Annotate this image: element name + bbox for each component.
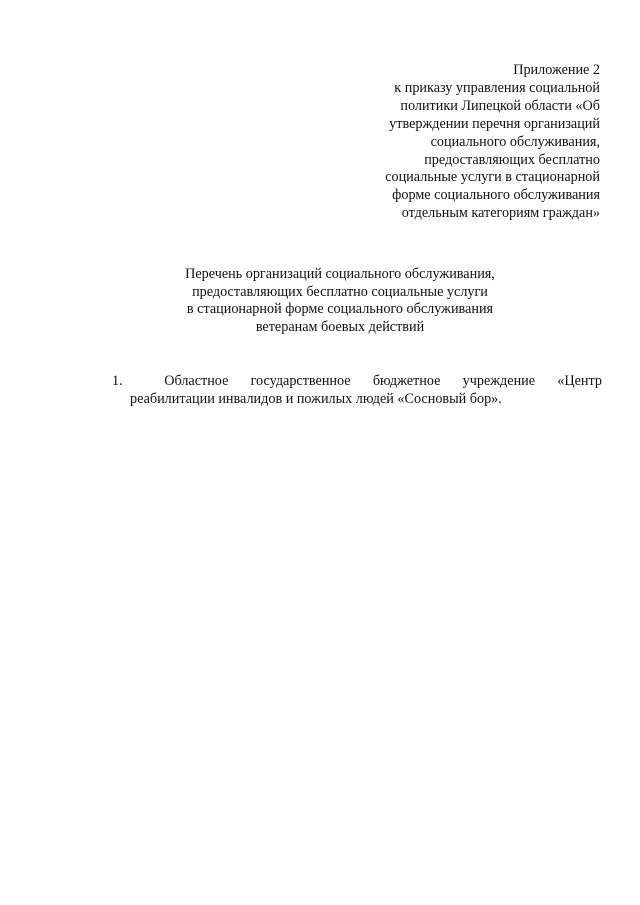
heading-line: предоставляющих бесплатно социальные услуги bbox=[192, 283, 488, 300]
list-item bbox=[112, 372, 602, 408]
annex-line: социального обслуживания, bbox=[430, 133, 600, 150]
annex-line: форме социального обслуживания bbox=[392, 187, 600, 204]
annex-line: отдельным категориям граждан» bbox=[401, 205, 600, 222]
list-item-word: «Центр bbox=[557, 373, 602, 389]
list-item-word: государственное bbox=[250, 373, 351, 389]
document-heading bbox=[120, 266, 560, 336]
list-item-word: Областное bbox=[164, 373, 229, 389]
organizations-list bbox=[112, 372, 602, 408]
heading-line: Перечень организаций социального обслуживания, bbox=[185, 266, 495, 282]
list-item-word: учреждение bbox=[462, 373, 536, 389]
annex-line: Приложение 2 bbox=[513, 62, 600, 78]
list-item-continuation: реабилитации инвалидов и пожилых людей «Сосновый бор». bbox=[130, 391, 502, 407]
list-item-word: бюджетное bbox=[372, 373, 441, 389]
annex-line: предоставляющих бесплатно bbox=[424, 151, 600, 168]
annex-line: политики Липецкой области «Об bbox=[400, 97, 600, 114]
annex-line: к приказу управления социальной bbox=[394, 79, 600, 96]
heading-line: ветеранам боевых действий bbox=[255, 318, 425, 335]
list-item-number: 1. bbox=[112, 373, 123, 389]
list-item-first-line bbox=[112, 372, 602, 390]
annex-line: социальные услуги в стационарной bbox=[385, 169, 600, 186]
annex-block bbox=[340, 62, 600, 223]
annex-line: утверждении перечня организаций bbox=[389, 115, 600, 132]
heading-line: в стационарной форме социального обслуживания bbox=[186, 301, 494, 318]
